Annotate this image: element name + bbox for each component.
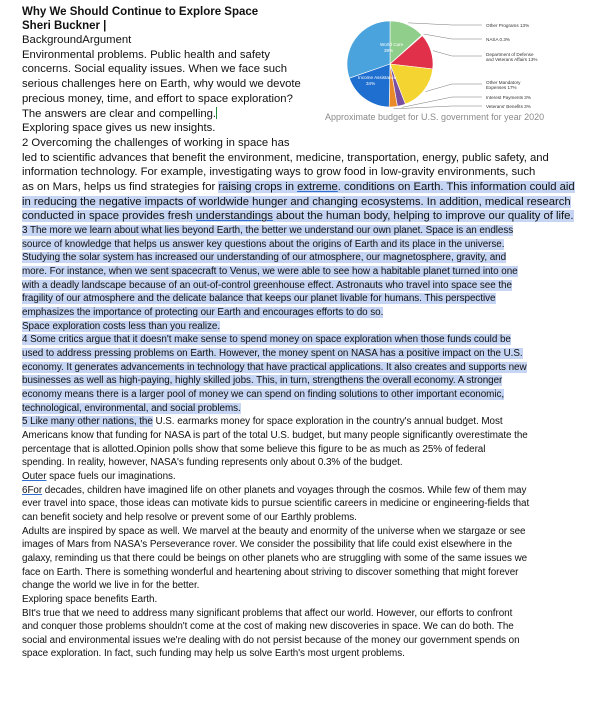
leader-line xyxy=(408,23,482,25)
document-author: Sheri Buckner | xyxy=(22,20,107,32)
text-run: decades, children have imagined life on other planets and voyages through the cosmos. While few of them may xyxy=(42,484,527,496)
heading-outer-space xyxy=(22,470,584,484)
highlighted-text: in reducing the negative impacts of worldwide hunger and changing ecosystems. In addition, medical research xyxy=(22,195,571,208)
text-line xyxy=(22,195,584,210)
underlined-word: Outer xyxy=(22,470,47,482)
text-line: and conquer those problems shouldn't come at the cost of making new discoveries in space. We can do both. The xyxy=(22,621,514,633)
legend-nasa: NASA 0.3% xyxy=(486,37,511,42)
underlined-word: understandings xyxy=(195,210,273,223)
budget-pie-chart xyxy=(322,12,592,162)
underlined-word: 6For xyxy=(22,484,43,496)
highlighted-text: fragility of our atmosphere and the delicate balance that keeps our planet livable for humans. This perspective xyxy=(22,293,496,305)
text-line: BIt's true that we need to address many significant problems that affect our world. However, our efforts to confront xyxy=(22,607,513,619)
heading-benefits: Exploring space benefits Earth. xyxy=(22,593,158,605)
text-line xyxy=(22,265,584,279)
intro-paragraph xyxy=(22,48,322,151)
highlighted-text: technological, environmental, and social problems. xyxy=(22,402,241,414)
text-line: information technology. For example, investigating ways to grow food in low-gravity environments, such xyxy=(22,166,536,179)
intro-line: 2 Overcoming the challenges of working in space has xyxy=(22,136,290,149)
text-line xyxy=(22,292,584,306)
leader-line xyxy=(433,51,482,56)
text-line: spending. In reality, however, NASA's funding represents only about 0.3% of the budget. xyxy=(22,457,403,469)
text-line: Adults are inspired by space as well. We marvel at the beauty and enormity of the universe when we stargaze or see xyxy=(22,525,526,537)
leader-line xyxy=(424,34,482,39)
highlighted-text: 4 Some critics argue that it doesn't make sense to spend money on space exploration when those funds could be xyxy=(22,334,511,346)
text-line: can benefit society and help resolve or prevent some of our Earthly problems. xyxy=(22,511,357,523)
highlighted-text: about the human body, helping to improve our quality of life. xyxy=(272,210,574,223)
intro-line: Environmental problems. Public health and safety xyxy=(22,48,271,61)
intro-line: precious money, time, and effort to space exploration? xyxy=(22,92,293,105)
legend-other-programs: Other Programs 13% xyxy=(486,23,530,28)
slice-label: 34% xyxy=(366,81,376,86)
text-run: as on Mars, helps us find strategies for xyxy=(22,181,219,194)
legend-defense-2: and Veterans Affairs 13% xyxy=(486,57,538,62)
highlighted-text: raising crops in xyxy=(218,181,298,194)
highlighted-text: emphasizes the importance of protecting our Earth and encourages efforts to do so. xyxy=(22,307,384,319)
paragraph-3 xyxy=(22,224,584,661)
intro-line xyxy=(22,107,322,122)
text-line xyxy=(22,402,584,416)
legend-other-mandatory-2: Expenses 17% xyxy=(486,85,517,90)
text-line xyxy=(22,361,584,375)
text-run: U.S. earmarks money for space exploration in the country's annual budget. Most xyxy=(152,416,503,428)
highlighted-text: businesses as well as high-paying, highly skilled jobs. This, in turn, strengthens the overall economy. A stronger xyxy=(22,375,503,387)
highlighted-text: 5 Like many other nations, the xyxy=(22,416,153,428)
text-line xyxy=(22,238,584,252)
text-line xyxy=(22,347,584,361)
legend-interest: Interest Payments 3% xyxy=(486,95,531,100)
text-line: change the world we live in for the better. xyxy=(22,580,200,592)
text-line: face on Earth. There is something wonderful and heartening about striving to discover something that might forever xyxy=(22,566,519,578)
text-line xyxy=(22,251,584,265)
slice-label: World Care xyxy=(380,42,404,47)
text-line xyxy=(22,374,584,388)
intro-line: Exploring space gives us new insights. xyxy=(22,122,216,135)
text-line xyxy=(22,306,584,320)
legend-other-mandatory: Other Mandatory xyxy=(486,80,521,85)
highlighted-text: economy. It generates advancements in technology that have practical applications. It also creates and supports new xyxy=(22,361,527,373)
intro-line: concerns. Social equality issues. When we face such xyxy=(22,63,287,76)
legend-defense: Department of Defense xyxy=(486,52,534,57)
text-line xyxy=(22,484,584,498)
document-title: Why We Should Continue to Explore Space xyxy=(22,6,259,18)
heading-cost xyxy=(22,320,584,334)
text-line: galaxy, reminding us that there could be beings on other planets who are struggling with some of the same issues we xyxy=(22,552,528,564)
text-cursor xyxy=(216,107,217,119)
highlighted-text: with a deadly landscape because of an out-of-control greenhouse effect. Astronauts who travel into space see the xyxy=(22,279,512,291)
text-line: percentage that is allotted.Opinion polls show that some believe this figure to be as much as 25% of federal xyxy=(22,443,486,455)
text-line: images of Mars from NASA's Perseverance rover. We consider the possibility that life could exist elsewhere in the xyxy=(22,539,513,551)
intro-line: serious challenges here on Earth, why would we devote xyxy=(22,78,301,91)
slice-label: 39% xyxy=(384,48,394,53)
legend-veterans: Veterans' Benefits 3% xyxy=(486,104,531,109)
text-line xyxy=(22,209,584,224)
chart-caption: Approximate budget for U.S. government for year 2020 xyxy=(325,112,545,122)
highlighted-text: conducted in space provides fresh xyxy=(22,210,196,223)
text-line: ever travel into space, those ideas can motivate kids to pursue scientific careers in medicine or engineering-fields that xyxy=(22,498,530,510)
highlighted-text: . conditions on Earth. This information could aid xyxy=(337,181,575,194)
text-line xyxy=(22,415,584,429)
highlighted-text: 3 The more we learn about what lies beyond Earth, the better we understand our own planet. Space is an endless xyxy=(22,225,514,237)
text-line: led to scientific advances that benefit the environment, medicine, transportation, energy, public safety, and xyxy=(22,151,549,164)
pie-svg xyxy=(322,12,592,112)
text-run: space fuels our imaginations. xyxy=(46,470,176,482)
section-heading: BackgroundArgument xyxy=(22,34,132,46)
text-line xyxy=(22,180,584,195)
highlighted-text: used to address pressing problems on Earth. However, the money spent on NASA has a positive impact on the U.S. xyxy=(22,348,523,360)
text-line xyxy=(22,279,584,293)
text-line: social and environmental issues we're dealing with do not persist because of the money our government spends on xyxy=(22,634,520,646)
intro-line-text: The answers are clear and compelling. xyxy=(22,107,217,120)
underlined-word: extreme xyxy=(297,181,338,194)
highlighted-text: economy means there is a larger pool of money we can spend on finding solutions to other important economic, xyxy=(22,389,505,401)
text-line xyxy=(22,224,584,238)
highlighted-text: Space exploration costs less than you realize. xyxy=(22,320,221,332)
slice-label: Income Assistance xyxy=(358,75,397,80)
highlighted-text: more. For instance, when we sent spacecraft to Venus, we were able to see how a habitable planet turned into one xyxy=(22,266,518,278)
highlighted-text: Studying the solar system has increased our understanding of our atmosphere, our magnetosphere, gravity, and xyxy=(22,252,507,264)
text-line: Americans know that funding for NASA is part of the total U.S. budget, but many people significantly overestimate the xyxy=(22,429,528,441)
highlighted-text: source of knowledge that helps us answer key questions about the origins of Earth and its place in the universe. xyxy=(22,238,505,250)
text-line: space exploration. In fact, such funding may help us solve Earth's most urgent problems. xyxy=(22,648,405,660)
text-line xyxy=(22,388,584,402)
leader-line xyxy=(426,84,482,92)
text-line xyxy=(22,333,584,347)
